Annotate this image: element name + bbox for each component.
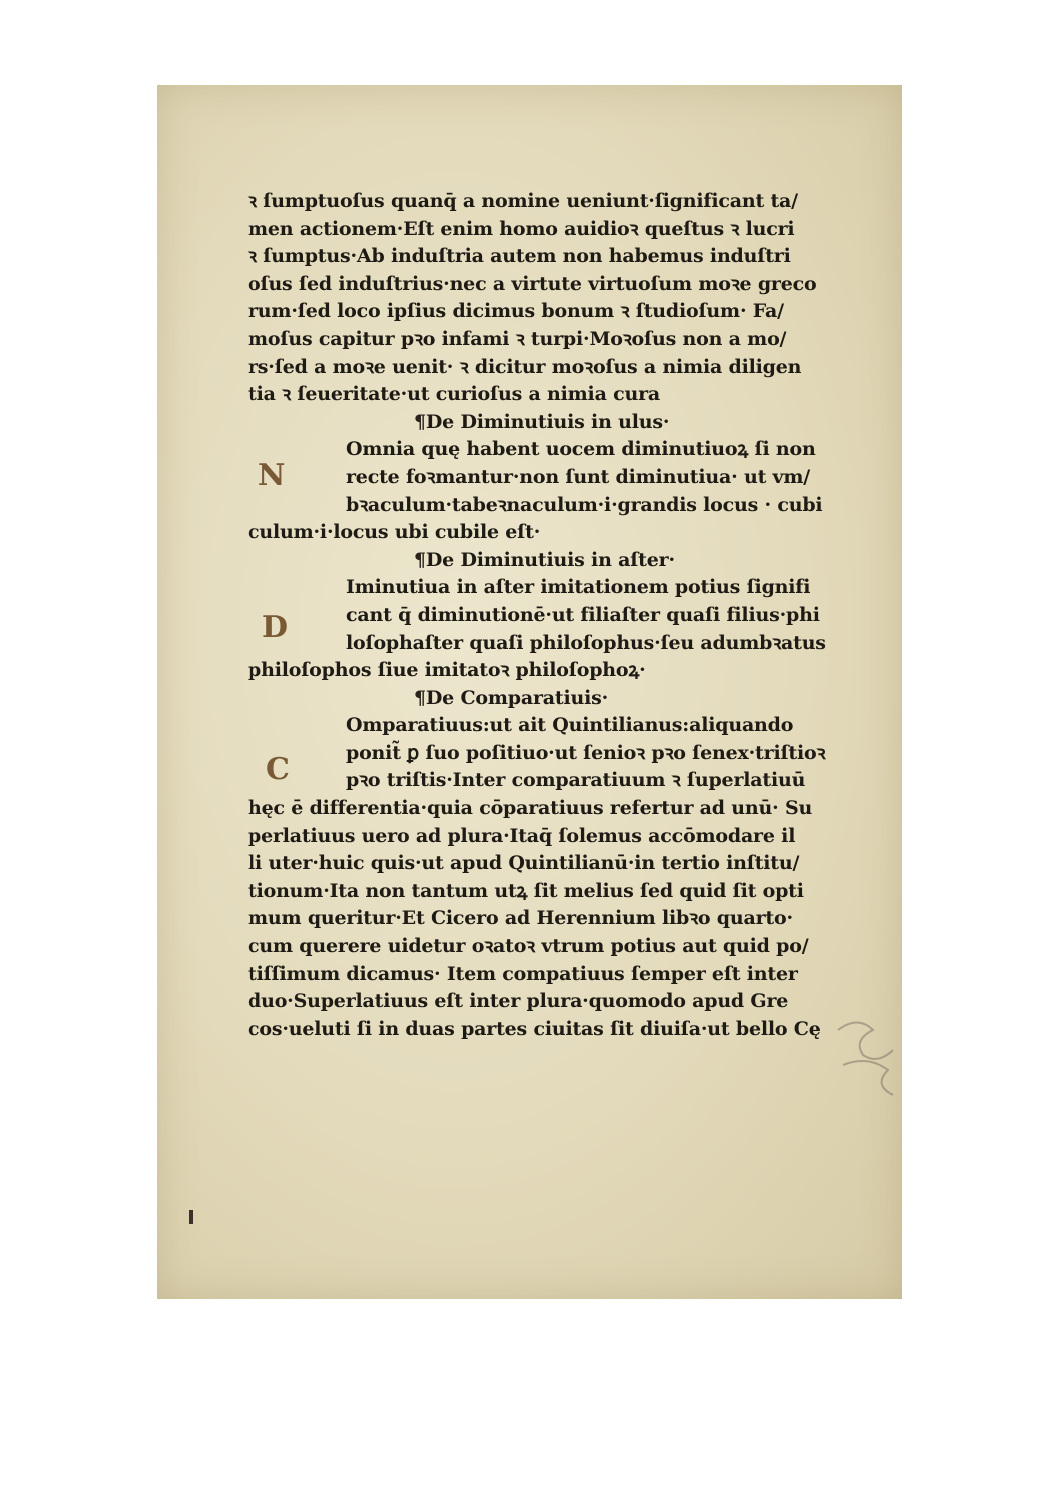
section-heading: [248, 685, 838, 713]
heading-text: De Diminutiuis in aſter·: [425, 548, 675, 571]
text-line: philoſophos ſiue imitatoꝛ philoſophoꝝ·: [248, 659, 646, 682]
text-line: duo·Superlatiuus eſt inter plura·quomodo apud Gre: [248, 990, 789, 1013]
text-line: cos·ueluti ſi in duas partes ciuitas ſit diuiſa·ut bello Cę: [248, 1017, 821, 1040]
heading-text: De Comparatiuis·: [425, 686, 609, 709]
pilcrow-icon: ¶: [414, 410, 426, 433]
ink-mark: [189, 1210, 193, 1224]
section-heading: [248, 547, 838, 575]
heading-text: De Diminutiuis in ulus·: [425, 410, 670, 433]
text-line: bꝛaculum·tabeꝛnaculum·i·grandis locus · cubi: [346, 493, 823, 516]
text-line: hęc ē differentia·quia cōparatiuus refertur ad unū· Su: [248, 797, 813, 820]
section-heading: [248, 409, 838, 437]
text-line: rum·ſed loco ipſius dicimus bonum ꝛ ſtudioſum· Fa/: [248, 300, 784, 323]
text-line: cum querere uidetur oꝛatoꝛ vtrum potius aut quid po/: [248, 935, 809, 958]
stamp-watermark-icon: [828, 1010, 908, 1100]
text-line: ꝛ ſumptuoſus quanq̄ a nomine ueniunt·ſignificant ta/: [248, 190, 798, 212]
text-line: men actionem·Eſt enim homo auidioꝛ queſtus ꝛ lucri: [248, 217, 795, 240]
text-line: ꝛ ſumptus·Ab induſtria autem non habemus induſtri: [248, 245, 791, 268]
text-line: ponit̃ ꝑ ſuo poſitiuo·ut ſenioꝛ pꝛo ſenex·triſtioꝛ: [346, 741, 826, 764]
text-line: recte foꝛmantur·non ſunt diminutiua· ut vm/: [346, 465, 811, 488]
text-line: Omnia quę habent uocem diminutiuoꝝ ſi non: [346, 438, 816, 461]
text-line: pꝛo triſtis·Inter comparatiuum ꝛ ſuperlatiuū: [346, 769, 806, 792]
text-line: moſus capitur pꝛo infami ꝛ turpi·Moꝛoſus non a mo/: [248, 327, 787, 350]
text-line: cant q̄ diminutionē·ut filiaſter quaſi filius·phi: [346, 603, 820, 626]
text-line: tionum·Ita non tantum utꝝ ſit melius ſed quid ſit opti: [248, 879, 804, 902]
initial-letter-d: D: [262, 610, 289, 645]
text-line: rs·ſed a moꝛe uenit· ꝛ dicitur moꝛoſus a nimia diligen: [248, 355, 802, 378]
text-line: loſophaſter quaſi philoſophus·ſeu adumbꝛatus: [346, 631, 826, 654]
text-line: Omparatiuus:ut ait Quintilianus:aliquando: [346, 714, 794, 737]
text-line: mum queritur·Et Cicero ad Herennium libꝛo quarto·: [248, 907, 793, 930]
initial-letter-n: N: [258, 458, 286, 493]
text-line: perlatiuus uero ad plura·Itaq̄ ſolemus accōmodare il: [248, 824, 796, 847]
text-line: li uter·huic quis·ut apud Quintilianū·in tertio inſtitu/: [248, 852, 800, 875]
pilcrow-icon: ¶: [414, 548, 426, 571]
text-block: [248, 188, 838, 1043]
text-line: oſus ſed induſtrius·nec a virtute virtuoſum moꝛe greco: [248, 272, 817, 295]
text-line: tia ꝛ ſeueritate·ut curioſus a nimia cura: [248, 383, 660, 406]
text-line: Iminutiua in aſter imitationem potius ſignifi: [346, 576, 811, 599]
pilcrow-icon: ¶: [414, 686, 426, 709]
text-line: tiſſimum dicamus· Item compatiuus ſemper eſt inter: [248, 962, 798, 985]
text-line: culum·i·locus ubi cubile eſt·: [248, 521, 541, 544]
initial-letter-c: C: [266, 752, 290, 787]
